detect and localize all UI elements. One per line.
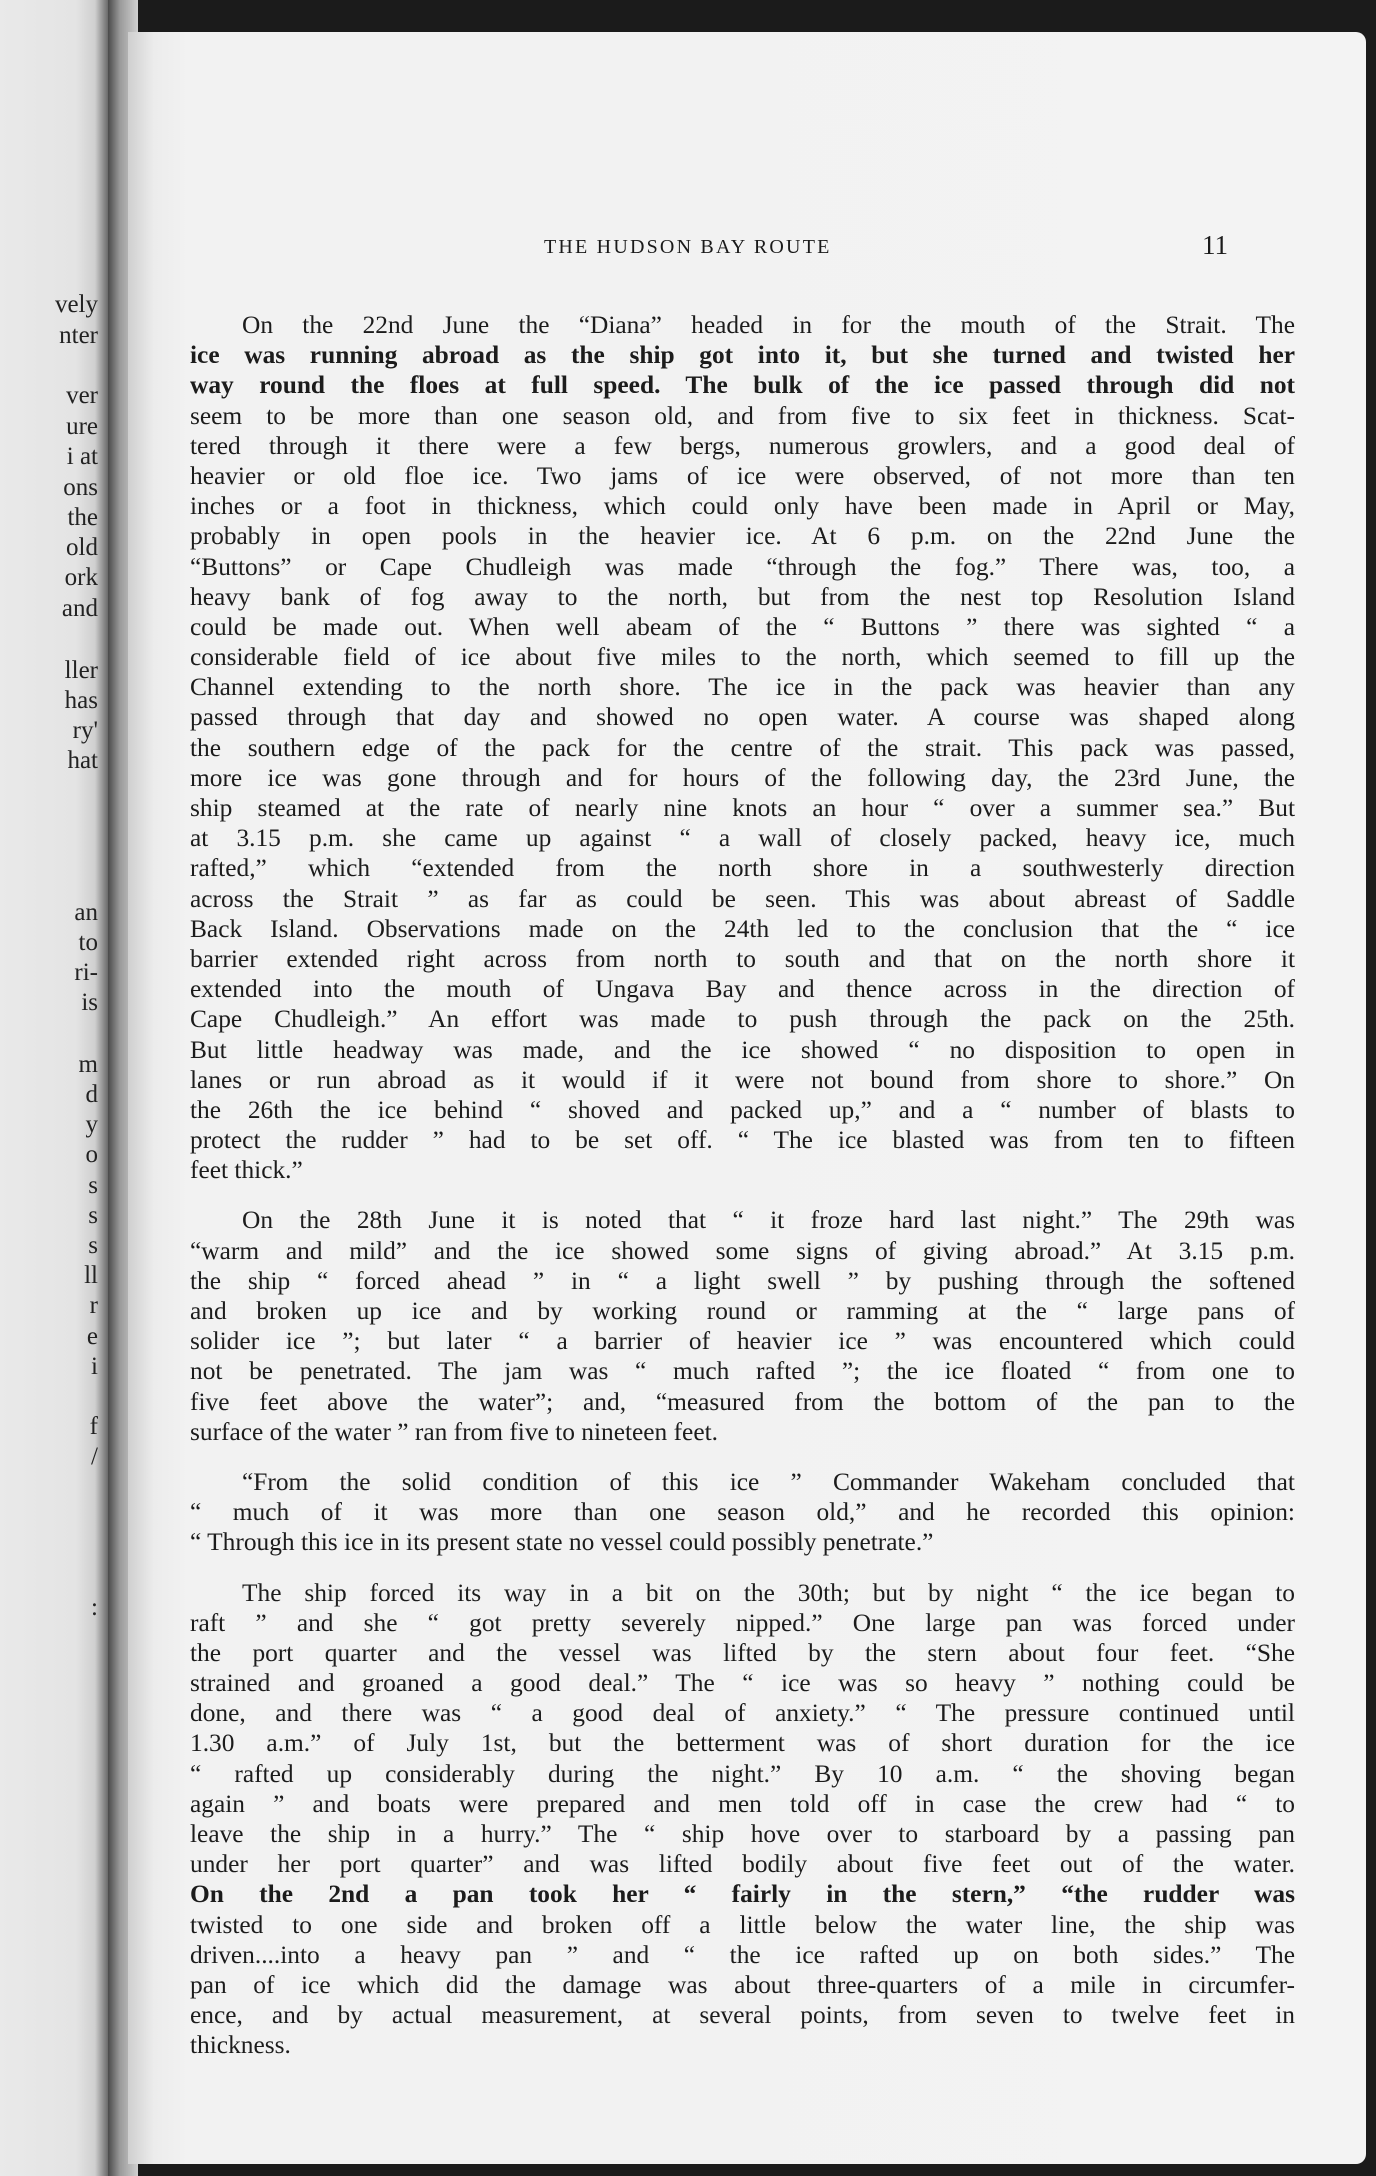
- text-line: not be penetrated. The jam was “ much rafted ”; the ice floated “ from one to: [190, 1357, 1295, 1386]
- text-line: probably in open pools in the heavier ice. At 6 p.m. on the 22nd June the: [190, 522, 1295, 551]
- text-line: 1.30 a.m.” of July 1st, but the betterment was of short duration for the ice: [190, 1729, 1295, 1758]
- adjacent-page-fragment: ry': [72, 717, 98, 744]
- adjacent-page-fragment: is: [81, 989, 98, 1016]
- text-line: way round the floes at full speed. The bulk of the ice passed through did not: [190, 371, 1295, 400]
- adjacent-page-fragment: ver: [66, 382, 98, 409]
- text-line: “ rafted up considerably during the night.” By 10 a.m. “ the shoving began: [190, 1759, 1295, 1788]
- adjacent-page-fragment: s: [88, 1202, 98, 1229]
- text-line: “warm and mild” and the ice showed some signs of giving abroad.” At 3.15 p.m.: [190, 1236, 1295, 1265]
- text-line: On the 28th June it is noted that “ it froze hard last night.” The 29th was: [242, 1206, 1295, 1235]
- text-line: ship steamed at the rate of nearly nine knots an hour “ over a summer sea.” But: [190, 794, 1295, 822]
- adjacent-page-fragment: hat: [67, 747, 98, 774]
- text-line: raft ” and she “ got pretty severely nipped.” One large pan was forced under: [190, 1608, 1295, 1637]
- adjacent-page-fragment: nter: [59, 322, 98, 349]
- text-line: driven....into a heavy pan ” and “ the ice rafted up on both sides.” The: [190, 1940, 1295, 1969]
- paragraph: [190, 1467, 1295, 1558]
- text-line: pan of ice which did the damage was about three-quarters of a mile in circumfer-: [190, 1970, 1295, 1999]
- text-line: across the Strait ” as far as could be seen. This was about abreast of Saddle: [190, 884, 1295, 913]
- paragraph: [190, 1578, 1295, 2061]
- adjacent-page-fragment: r: [89, 1292, 98, 1319]
- adjacent-page-fragment: s: [88, 1232, 98, 1259]
- text-line: strained and groaned a good deal.” The “ ice was so heavy ” nothing could be: [190, 1669, 1295, 1698]
- text-line: at 3.15 p.m. she came up against “ a wall of closely packed, heavy ice, much: [190, 824, 1295, 853]
- text-line: tered through it there were a few bergs, numerous growlers, and a good deal of: [190, 431, 1295, 460]
- running-header: [128, 226, 1366, 266]
- text-line: and broken up ice and by working round or ramming at the “ large pans of: [190, 1297, 1295, 1325]
- text-line: But little headway was made, and the ice showed “ no disposition to open in: [190, 1035, 1295, 1064]
- paragraph: [190, 1205, 1295, 1447]
- text-line: lanes or run abroad as it would if it were not bound from shore to shore.” On: [190, 1065, 1295, 1094]
- text-line: barrier extended right across from north to south and that on the north shore it: [190, 944, 1295, 973]
- text-line: twisted to one side and broken off a little below the water line, the ship was: [190, 1910, 1295, 1939]
- text-line: done, and there was “ a good deal of anxiety.” “ The pressure continued until: [190, 1699, 1295, 1728]
- adjacent-page-fragment: the: [67, 504, 98, 531]
- text-line: rafted,” which “extended from the north shore in a southwesterly direction: [190, 854, 1295, 883]
- text-line: On the 22nd June the “Diana” headed in for the mouth of the Strait. The: [242, 311, 1295, 339]
- adjacent-page-fragment: ons: [63, 474, 98, 501]
- text-line: thickness.: [190, 2031, 291, 2060]
- text-line: passed through that day and showed no open water. A course was shaped along: [190, 703, 1295, 732]
- adjacent-page-fragment: f: [89, 1413, 98, 1440]
- text-line: protect the rudder ” had to be set off. “ The ice blasted was from ten to fifteen: [190, 1126, 1295, 1155]
- adjacent-page-fragment: old: [66, 534, 98, 561]
- text-line: Cape Chudleigh.” An effort was made to push through the pack on the 25th.: [190, 1005, 1295, 1034]
- text-line: surface of the water ” ran from five to nineteen feet.: [190, 1417, 718, 1446]
- adjacent-page-fragment: i: [91, 1353, 98, 1380]
- adjacent-page-fragment: has: [64, 687, 98, 714]
- adjacent-page-fragment: d: [85, 1081, 98, 1108]
- adjacent-page-fragment: e: [86, 1323, 98, 1350]
- text-line: ice was running abroad as the ship got into it, but she turned and twisted her: [190, 341, 1295, 370]
- adjacent-page-fragment: ork: [64, 564, 98, 591]
- text-line: extended into the mouth of Ungava Bay and thence across in the direction of: [190, 975, 1295, 1004]
- adjacent-page-fragment: m: [78, 1051, 98, 1078]
- text-line: heavy bank of fog away to the north, but from the nest top Resolution Island: [190, 582, 1295, 611]
- adjacent-page-fragment: to: [78, 929, 98, 956]
- page-number: 11: [1202, 230, 1228, 260]
- text-line: could be made out. When well abeam of the “ Buttons ” there was sighted “ a: [190, 612, 1295, 641]
- adjacent-page-fragment: ller: [64, 657, 98, 684]
- paragraph: [190, 310, 1295, 1185]
- text-line: inches or a foot in thickness, which could only have been made in April or May,: [190, 492, 1295, 521]
- text-line: “ much of it was more than one season old,” and he recorded this opinion:: [190, 1498, 1295, 1527]
- adjacent-page-fragment: :: [91, 1594, 98, 1621]
- text-line: On the 2nd a pan took her “ fairly in the stern,” “the rudder was: [190, 1880, 1295, 1909]
- adjacent-page-fragment: and: [61, 595, 98, 622]
- text-line: “From the solid condition of this ice ” Commander Wakeham concluded that: [242, 1467, 1295, 1496]
- text-line: Channel extending to the north shore. The ice in the pack was heavier than any: [190, 673, 1295, 702]
- text-line: seem to be more than one season old, and from five to six feet in thickness. Scat-: [190, 401, 1295, 430]
- adjacent-page-fragment: ll: [84, 1262, 98, 1289]
- body-text: [190, 310, 1295, 2081]
- adjacent-page-fragment: /: [91, 1443, 98, 1470]
- text-line: feet thick.”: [190, 1156, 303, 1185]
- adjacent-page-fragment: o: [85, 1141, 98, 1168]
- text-line: the ship “ forced ahead ” in “ a light swell ” by pushing through the softened: [190, 1266, 1295, 1295]
- text-line: ence, and by actual measurement, at several points, from seven to twelve feet in: [190, 2001, 1295, 2030]
- text-line: leave the ship in a hurry.” The “ ship hove over to starboard by a passing pan: [190, 1820, 1295, 1848]
- text-line: five feet above the water”; and, “measured from the bottom of the pan to the: [190, 1387, 1295, 1416]
- adjacent-page-fragment: ri-: [74, 959, 98, 986]
- text-line: solider ice ”; but later “ a barrier of heavier ice ” was encountered which could: [190, 1327, 1295, 1356]
- text-line: the port quarter and the vessel was lifted by the stern about four feet. “She: [190, 1638, 1295, 1667]
- text-line: considerable field of ice about five miles to the north, which seemed to fill up the: [190, 643, 1295, 672]
- text-line: the 26th the ice behind “ shoved and packed up,” and a “ number of blasts to: [190, 1095, 1295, 1124]
- text-line: the southern edge of the pack for the centre of the strait. This pack was passed,: [190, 733, 1295, 762]
- text-line: “ Through this ice in its present state no vessel could possibly penetrate.”: [190, 1528, 934, 1557]
- adjacent-page-fragment: vely: [54, 291, 98, 318]
- text-line: The ship forced its way in a bit on the 30th; but by night “ the ice began to: [242, 1578, 1295, 1607]
- text-line: Back Island. Observations made on the 24th led to the conclusion that the “ ice: [190, 914, 1295, 943]
- adjacent-page-fragment: i at: [66, 443, 98, 470]
- text-line: under her port quarter” and was lifted bodily about five feet out of the water.: [190, 1850, 1295, 1879]
- adjacent-page-fragment: an: [74, 899, 98, 926]
- text-line: more ice was gone through and for hours of the following day, the 23rd June, the: [190, 763, 1295, 792]
- text-line: again ” and boats were prepared and men told off in case the crew had “ to: [190, 1789, 1295, 1818]
- adjacent-page-fragment: s: [88, 1172, 98, 1199]
- adjacent-page-fragment: ure: [66, 413, 98, 440]
- text-line: “Buttons” or Cape Chudleigh was made “through the fog.” There was, too, a: [190, 552, 1295, 581]
- adjacent-page-fragment: y: [85, 1111, 98, 1138]
- adjacent-page-edge: [0, 0, 108, 2176]
- book-page: [128, 32, 1366, 2164]
- text-line: heavier or old floe ice. Two jams of ice were observed, of not more than ten: [190, 461, 1295, 490]
- running-title: THE HUDSON BAY ROUTE: [544, 236, 832, 258]
